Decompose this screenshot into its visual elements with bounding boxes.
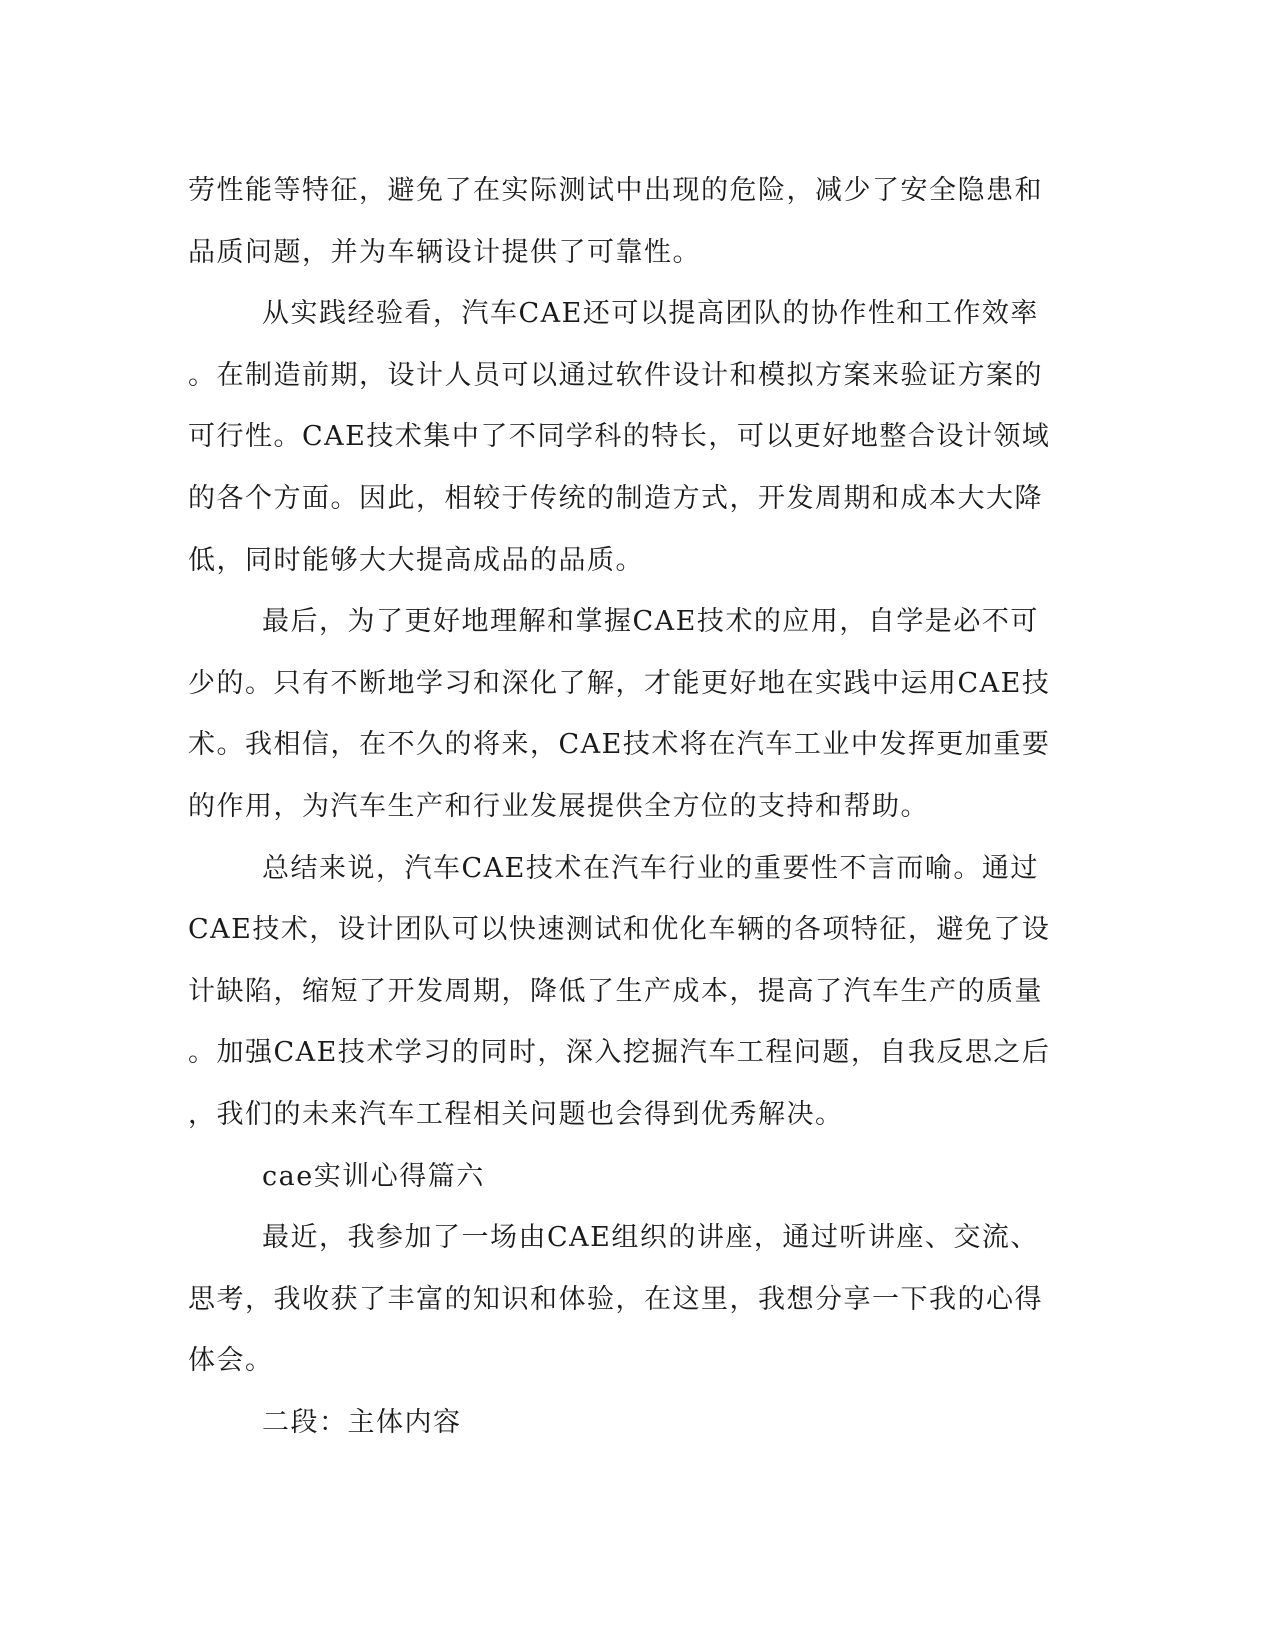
text-line: 。在制造前期，设计人员可以通过软件设计和模拟方案来验证方案的	[188, 359, 1043, 391]
text-line: 的作用，为汽车生产和行业发展提供全方位的支持和帮助。	[188, 790, 929, 822]
text-line: 的各个方面。因此，相较于传统的制造方式，开发周期和成本大大降	[188, 482, 1043, 514]
text-line: 劳性能等特征，避免了在实际测试中出现的危险，减少了安全隐患和	[188, 175, 1043, 206]
subsection-heading: 二段：主体内容	[262, 1406, 462, 1438]
text-line: 最后，为了更好地理解和掌握CAE技术的应用，自学是必不可	[262, 606, 1039, 638]
text-line: ，我们的未来汽车工程相关问题也会得到优秀解决。	[188, 1098, 844, 1130]
text-line: 低，同时能够大大提高成品的品质。	[188, 544, 644, 576]
text-line: 最近，我参加了一场由CAE组织的讲座，通过听讲座、交流、	[262, 1222, 1039, 1254]
text-line: 从实践经验看，汽车CAE还可以提高团队的协作性和工作效率	[262, 298, 1039, 330]
section-heading: cae实训心得篇六	[262, 1160, 485, 1192]
text-line: 计缺陷，缩短了开发周期，降低了生产成本，提高了汽车生产的质量	[188, 975, 1043, 1007]
text-line: 少的。只有不断地学习和深化了解，才能更好地在实践中运用CAE技	[188, 667, 1051, 699]
document-body	[188, 160, 1068, 1453]
text-line: 体会。	[188, 1345, 274, 1377]
text-line: 思考，我收获了丰富的知识和体验，在这里，我想分享一下我的心得	[188, 1283, 1043, 1315]
text-line: 。加强CAE技术学习的同时，深入挖掘汽车工程问题，自我反思之后	[188, 1037, 1051, 1069]
text-line: 术。我相信，在不久的将来，CAE技术将在汽车工业中发挥更加重要	[188, 729, 1051, 761]
text-line: 品质问题，并为车辆设计提供了可靠性。	[188, 236, 701, 268]
text-line: 总结来说，汽车CAE技术在汽车行业的重要性不言而喻。通过	[262, 852, 1039, 884]
text-line: CAE技术，设计团队可以快速测试和优化车辆的各项特征，避免了设	[188, 914, 1051, 946]
text-line: 可行性。CAE技术集中了不同学科的特长，可以更好地整合设计领域	[188, 421, 1051, 453]
